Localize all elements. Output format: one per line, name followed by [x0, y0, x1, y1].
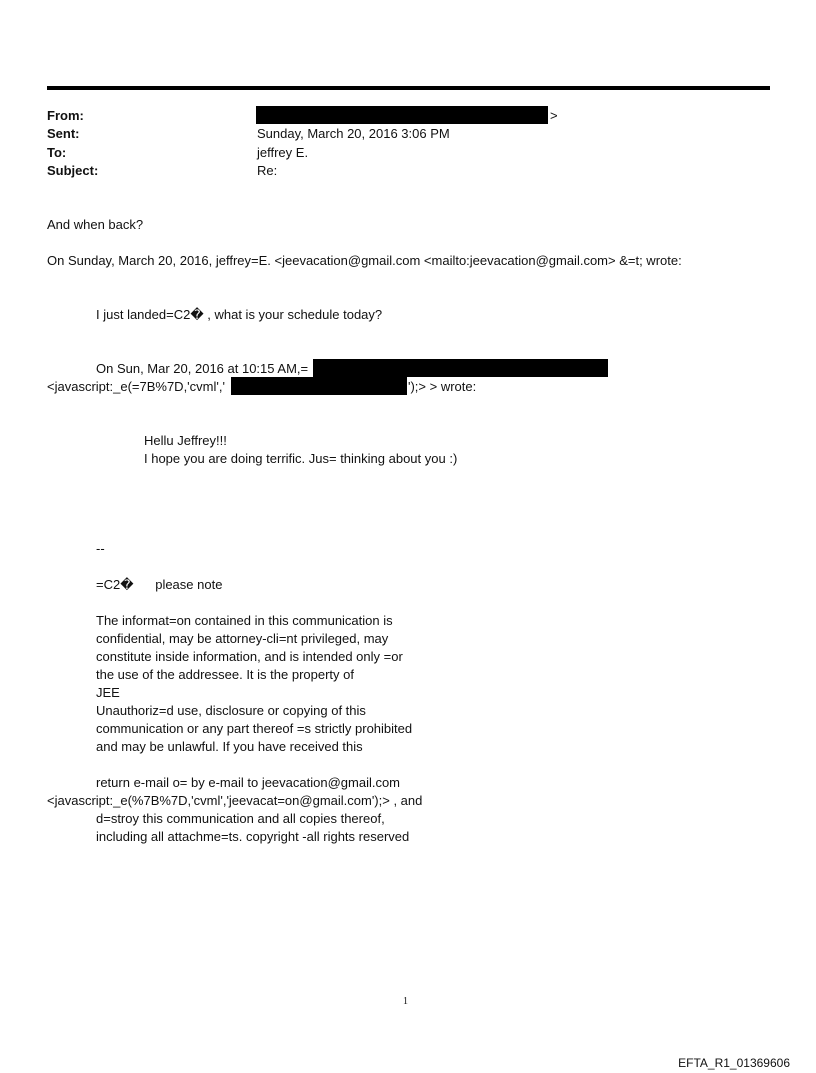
disclaimer-line-4: the use of the addressee. It is the property of: [96, 667, 354, 682]
subject-label: Subject:: [47, 163, 99, 178]
quote-header-b1: <javascript:_e(=7B%7D,'cvml',': [47, 379, 225, 394]
page-number: 1: [403, 996, 408, 1007]
disclaimer-line-2: confidential, may be attorney-cli=nt privileged, may: [96, 631, 389, 646]
message-line-2: I hope you are doing terrific. Jus= thinking about you :): [144, 451, 458, 466]
signature-dash: --: [96, 541, 105, 556]
disclaimer-line-8: and may be unlawful. If you have received this: [96, 739, 363, 754]
to-value: jeffrey E.: [257, 145, 309, 160]
from-label: From:: [47, 108, 84, 123]
to-label: To:: [47, 145, 67, 160]
redacted-sender: [256, 106, 548, 124]
javascript-line: <javascript:_e(%7B%7D,'cvml','jeevacat=on@gmail.com');> , and: [47, 793, 423, 808]
document-id: EFTA_R1_01369606: [678, 1056, 790, 1070]
body-line-2: On Sunday, March 20, 2016, jeffrey=E. <jeevacation@gmail.com <mailto:jeevacation@gmail.com> &=t; wrote:: [47, 253, 682, 268]
return-line: return e-mail o= by e-mail to jeevacation@gmail.com: [96, 775, 401, 790]
redacted-quote-address: [231, 377, 407, 395]
sent-value: Sunday, March 20, 2016 3:06 PM: [257, 126, 450, 141]
body-line-1: And when back?: [47, 217, 144, 232]
reply-line: I just landed=C2� , what is your schedule today?: [96, 307, 383, 322]
disclaimer-line-5: JEE: [96, 685, 120, 700]
disclaimer-line-3: constitute inside information, and is intended only =or: [96, 649, 403, 664]
destroy-line-1: d=stroy this communication and all copies thereof,: [96, 811, 385, 826]
subject-value: Re:: [257, 163, 278, 178]
destroy-line-2: including all attachme=ts. copyright -all rights reserved: [96, 829, 410, 844]
quote-header-a: On Sun, Mar 20, 2016 at 10:15 AM,=: [96, 361, 309, 376]
quote-header-b2: ');> > wrote:: [408, 379, 477, 394]
signature-note: =C2� please note: [96, 577, 223, 592]
redacted-quote-sender: [313, 359, 608, 377]
disclaimer-line-6: Unauthoriz=d use, disclosure or copying of this: [96, 703, 366, 718]
header-rule: [47, 86, 770, 90]
disclaimer-line-1: The informat=on contained in this communication is: [96, 613, 393, 628]
from-suffix: >: [550, 108, 558, 123]
disclaimer-line-7: communication or any part thereof =s strictly prohibited: [96, 721, 413, 736]
message-line-1: Hellu Jeffrey!!!: [144, 433, 227, 448]
sent-label: Sent:: [47, 126, 80, 141]
